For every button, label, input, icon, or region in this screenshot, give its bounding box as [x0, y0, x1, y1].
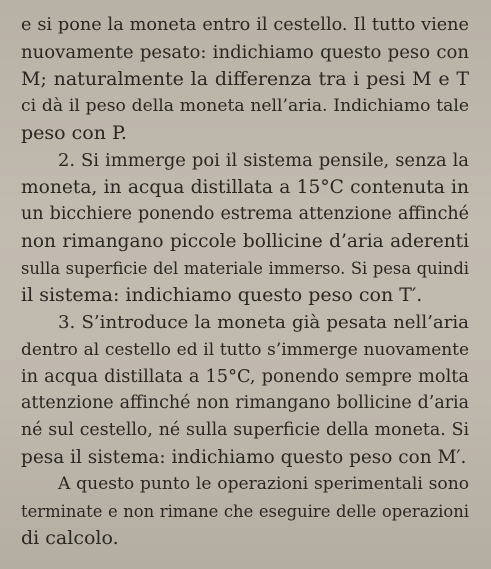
text-line: 3. S’introduce la moneta già pesata nell’aria	[58, 312, 469, 333]
text-line: 2. Si immerge poi il sistema pensile, senza la	[58, 150, 469, 171]
text-line: né sul cestello, né sulla superficie della moneta. Si	[21, 420, 469, 440]
text-line: di calcolo.	[21, 527, 119, 549]
text-line: attenzione affinché non rimangano bollicine d’aria	[21, 393, 469, 413]
text-line: dentro al cestello ed il tutto s’immerge nuovamente	[21, 339, 469, 359]
text-line: pesa il sistema: indichiamo questo peso con M′.	[21, 447, 467, 468]
text-line: e si pone la moneta entro il cestello. Il tutto viene	[21, 15, 469, 35]
text-line: ci dà il peso della moneta nell’aria. Indichiamo tale	[21, 96, 469, 116]
text-line: sulla superficie del materiale immerso. Si pesa quindi	[21, 259, 469, 278]
text-line: M; naturalmente la differenza tra i pesi M e T	[21, 68, 469, 90]
text-line: non rimangano piccole bollicine d’aria aderenti	[21, 231, 469, 252]
text-line: in acqua distillata a 15°C, ponendo sempre molta	[21, 366, 469, 387]
text-line: il sistema: indichiamo questo peso con T′.	[21, 284, 423, 306]
text-line: un bicchiere ponendo estrema attenzione affinché	[21, 204, 469, 224]
text-line: nuovamente pesato: indichiamo questo peso con	[21, 42, 469, 63]
text-line: moneta, in acqua distillata a 15°C contenuta in	[21, 177, 469, 198]
text-line: terminate e non rimane che eseguire delle operazioni	[21, 502, 469, 521]
text-line: A questo punto le operazioni sperimentali sono	[58, 474, 469, 494]
text-line: peso con P.	[21, 122, 127, 144]
